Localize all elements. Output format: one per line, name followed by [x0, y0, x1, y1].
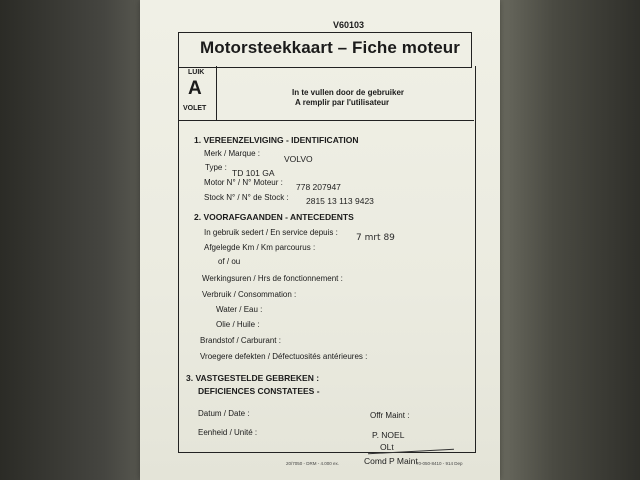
officer-role: Comd P Maint [364, 456, 418, 466]
section2-heading: 2. VOORAFGAANDEN - ANTECEDENTS [194, 212, 354, 222]
print-code: 70-050-8410 - 914 Dep [416, 461, 463, 466]
make-value: VOLVO [284, 154, 313, 164]
officer-name: P. NOEL [372, 430, 405, 440]
instruction-dutch: In te vullen door de gebruiker [292, 88, 405, 97]
header-divider [216, 120, 474, 121]
in-use-label: In gebruik sedert / En service depuis : [204, 228, 338, 237]
fuel-label: Brandstof / Carburant : [200, 336, 281, 345]
maintenance-officer-label: Offr Maint : [370, 411, 410, 420]
in-use-value: 7 mrt 89 [356, 233, 395, 243]
water-label: Water / Eau : [216, 305, 263, 314]
type-label: Type : [205, 163, 227, 172]
print-info: 20/7050 - DRM - 4.000 ex. [286, 461, 340, 466]
volet-label: VOLET [183, 105, 207, 112]
form-reference: V60103 [333, 20, 365, 30]
consumption-label: Verbruik / Consommation : [202, 290, 297, 299]
type-value: TD 101 GA [232, 168, 275, 178]
km-label: Afgelegde Km / Km parcourus : [204, 243, 316, 252]
hours-label: Werkingsuren / Hrs de fonctionnement : [202, 274, 343, 283]
previous-defects-label: Vroegere defekten / Défectuosités antérieures : [200, 352, 368, 361]
engine-number-label: Motor N° / N° Moteur : [204, 178, 283, 187]
date-label: Datum / Date : [198, 409, 250, 418]
unit-label: Eenheid / Unité : [198, 428, 258, 437]
background-left [0, 0, 148, 480]
section3-heading: 3. VASTGESTELDE GEBREKEN : [186, 373, 320, 383]
luik-label: LUIK [188, 69, 205, 76]
form-title: Motorsteekkaart – Fiche moteur [200, 38, 460, 57]
make-label: Merk / Marque : [204, 149, 261, 158]
background-right [496, 0, 640, 480]
section1-heading: 1. VEREENZELVIGING - IDENTIFICATION [194, 135, 359, 145]
engine-number-value: 778 207947 [296, 182, 341, 192]
or-label: of / ou [218, 257, 241, 266]
officer-rank: OLt [380, 442, 394, 452]
luik-letter: A [188, 78, 202, 99]
stock-number-value: 2815 13 113 9423 [306, 196, 374, 206]
section3-subheading: DEFICIENCES CONSTATEES - [198, 386, 320, 396]
oil-label: Olie / Huile : [216, 320, 260, 329]
stock-number-label: Stock N° / N° de Stock : [204, 193, 289, 202]
instruction-french: A remplir par l'utilisateur [295, 98, 390, 107]
